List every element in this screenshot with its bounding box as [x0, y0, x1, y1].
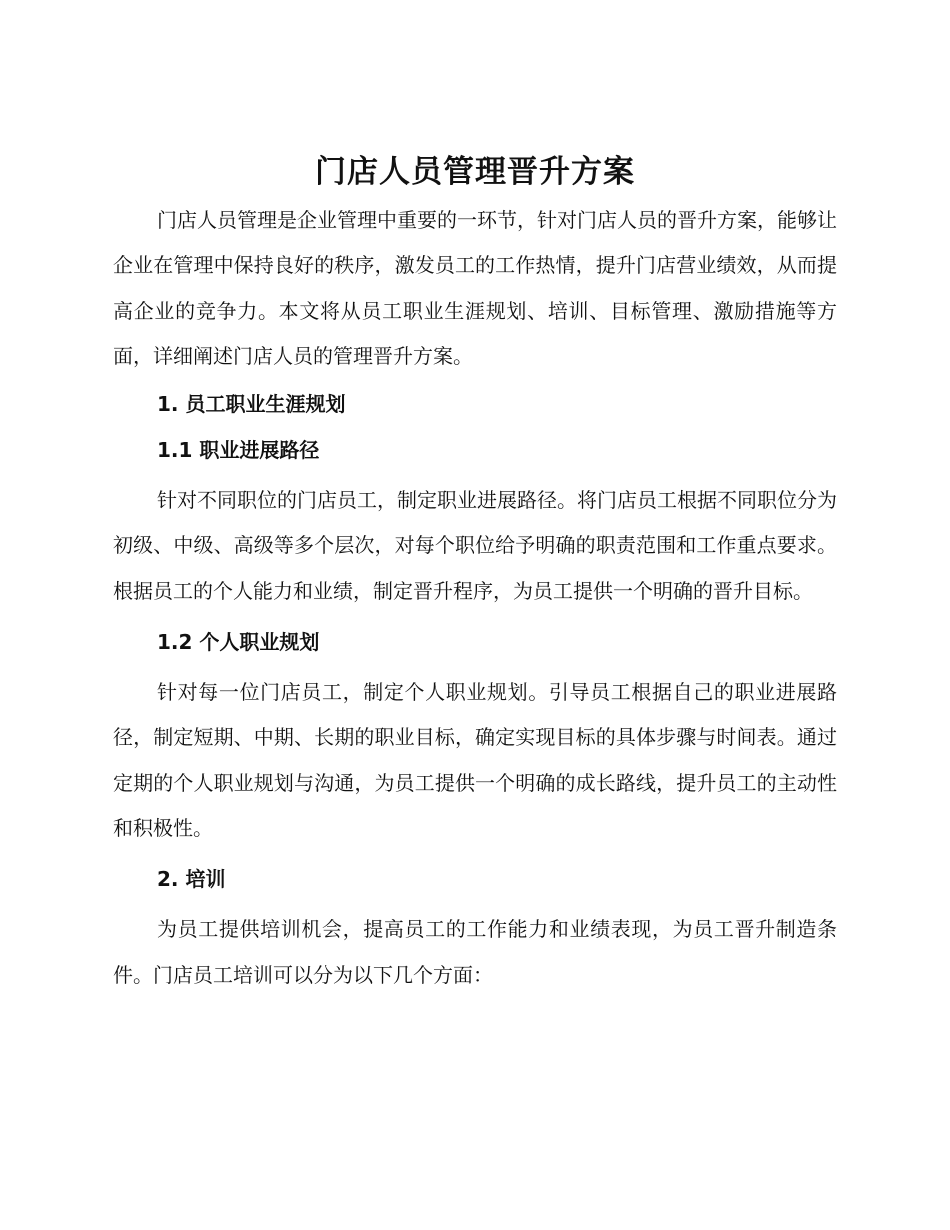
- intro-paragraph: 门店人员管理是企业管理中重要的一环节，针对门店人员的晋升方案，能够让企业在管理中保持良好的秩序，激发员工的工作热情，提升门店营业绩效，从而提高企业的竞争力。本文将从员工职业生涯规划、培训、目标管理、激励措施等方面，详细阐述门店人员的管理晋升方案。: [113, 208, 837, 368]
- section-1-heading: 1. 员工职业生涯规划: [157, 392, 346, 417]
- section-1-2-body: 针对每一位门店员工，制定个人职业规划。引导员工根据自己的职业进展路径，制定短期、中期、长期的职业目标，确定实现目标的具体步骤与时间表。通过定期的个人职业规划与沟通，为员工提供一个明确的成长路线，提升员工的主动性和积极性。: [113, 680, 837, 840]
- section-1-2-heading: 1.2 个人职业规划: [157, 630, 320, 655]
- section-2-heading: 2. 培训: [157, 867, 226, 892]
- document-title: 门店人员管理晋升方案: [315, 154, 635, 190]
- section-1-1-heading: 1.1 职业进展路径: [157, 438, 320, 463]
- section-1-1-body: 针对不同职位的门店员工，制定职业进展路径。将门店员工根据不同职位分为初级、中级、高级等多个层次，对每个职位给予明确的职责范围和工作重点要求。根据员工的个人能力和业绩，制定晋升程序，为员工提供一个明确的晋升目标。: [113, 488, 837, 603]
- section-2-body: 为员工提供培训机会，提高员工的工作能力和业绩表现，为员工晋升制造条件。门店员工培训可以分为以下几个方面：: [113, 917, 837, 987]
